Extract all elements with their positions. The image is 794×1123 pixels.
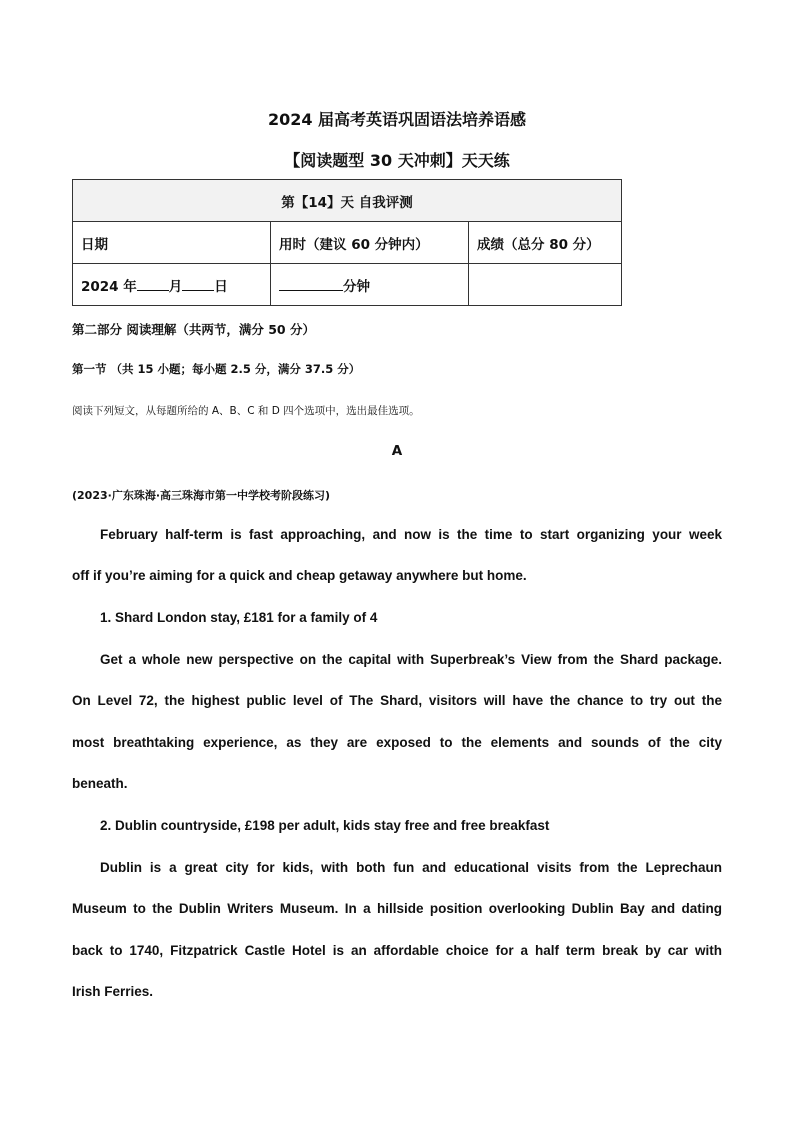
passage-line: back to 1740, Fitzpatrick Castle Hotel is an affordable choice for a half term break by car with — [72, 943, 722, 958]
day-blank[interactable] — [182, 276, 214, 291]
time-label: 用时（建议 60 分钟内） — [271, 222, 469, 264]
score-field[interactable] — [469, 264, 622, 306]
instruction-text: 阅读下列短文，从每题所给的 A、B、C 和 D 四个选项中，选出最佳选项。 — [72, 405, 420, 417]
date-year: 2024 年 — [81, 278, 137, 295]
section-subtitle: 第一节 （共 15 小题；每小题 2.5 分，满分 37.5 分） — [72, 362, 361, 376]
time-unit: 分钟 — [343, 278, 370, 295]
document-subtitle: 【阅读题型 30 天冲刺】天天练 — [284, 151, 510, 170]
minutes-blank[interactable] — [279, 276, 343, 291]
passage-line: most breathtaking experience, as they are exposed to the elements and sounds of the city — [72, 735, 722, 750]
passage-letter: A — [391, 443, 403, 459]
time-field[interactable] — [271, 264, 469, 306]
passage-line: Irish Ferries. — [72, 984, 154, 999]
passage-line: Get a whole new perspective on the capital with Superbreak’s View from the Shard package. — [100, 652, 722, 667]
date-label: 日期 — [73, 222, 271, 264]
self-assessment-table — [72, 179, 622, 306]
passage-line: February half-term is fast approaching, and now is the time to start organizing your week — [100, 527, 722, 542]
passage-line: Dublin is a great city for kids, with both fun and educational visits from the Leprechaun — [100, 860, 722, 875]
part-title: 第二部分 阅读理解（共两节，满分 50 分） — [72, 322, 315, 337]
ad-heading-dublin: 2. Dublin countryside, £198 per adult, kids stay free and free breakfast — [100, 818, 550, 833]
passage-line: beneath. — [72, 776, 128, 791]
table-heading: 第【14】天 自我评测 — [73, 180, 622, 222]
month-blank[interactable] — [137, 276, 169, 291]
date-month: 月 — [168, 278, 183, 295]
date-day: 日 — [214, 278, 228, 295]
passage-source: (2023·广东珠海·高三珠海市第一中学校考阶段练习) — [72, 489, 331, 502]
passage-line: On Level 72, the highest public level of The Shard, visitors will have the chance to try out the — [72, 693, 722, 708]
date-field[interactable] — [73, 264, 271, 306]
document-title: 2024 届高考英语巩固语法培养语感 — [267, 110, 527, 129]
score-label: 成绩（总分 80 分） — [469, 222, 622, 264]
passage-line: off if you’re aiming for a quick and cheap getaway anywhere but home. — [72, 568, 527, 583]
passage-line: Museum to the Dublin Writers Museum. In a hillside position overlooking Dublin Bay and dating — [72, 901, 722, 916]
ad-heading-shard: 1. Shard London stay, £181 for a family of 4 — [100, 610, 378, 625]
